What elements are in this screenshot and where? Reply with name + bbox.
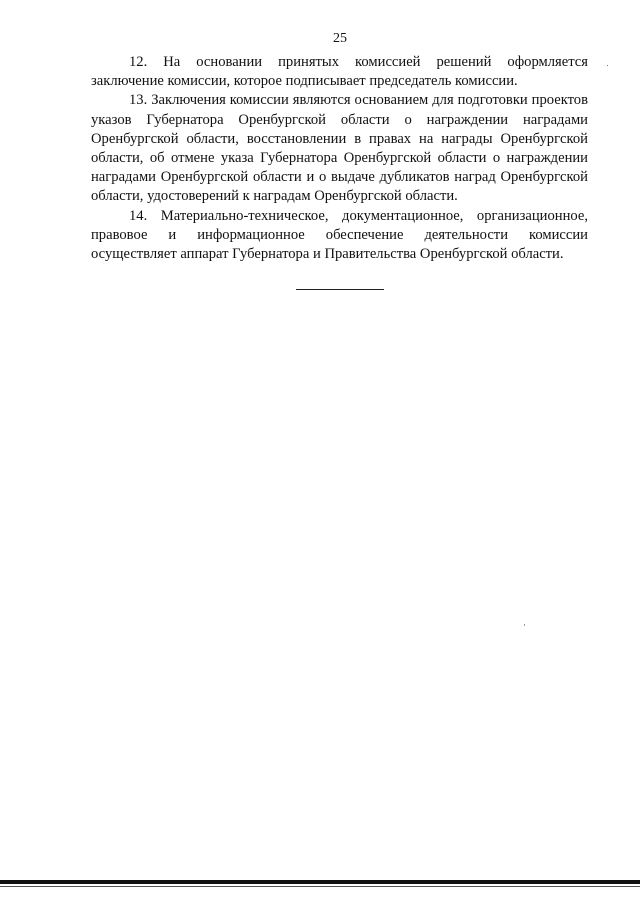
scan-speck: [607, 65, 608, 66]
scan-bottom-edge: [0, 880, 640, 884]
scan-speck: [524, 624, 525, 626]
scan-bottom-edge-line: [0, 886, 640, 887]
document-body: [91, 53, 588, 264]
paragraph-13: 13. Заключения комиссии являются основанием для подготовки проектов указов Губернатора Оренбургской области о награждении наградами Оренбургской области, восстановлении в правах на награды Оренбургской области, об отмене указа Губернатора Оренбургской области о награждении наградами Оренбургской области и о выдаче дубликатов наград Оренбургской области, удостоверений к наградам Оренбургской области.: [91, 92, 588, 205]
paragraph-14: 14. Материально-техническое, документационное, организационное, правовое и информационное обеспечение деятельности комиссии осуществляет аппарат Губернатора и Правительства Оренбургской области.: [91, 207, 588, 263]
page-number: 25: [333, 31, 347, 46]
paragraph-12: 12. На основании принятых комиссией решений оформляется заключение комиссии, которое подписывает председатель комиссии.: [91, 54, 588, 90]
end-of-text-divider: [296, 289, 384, 290]
